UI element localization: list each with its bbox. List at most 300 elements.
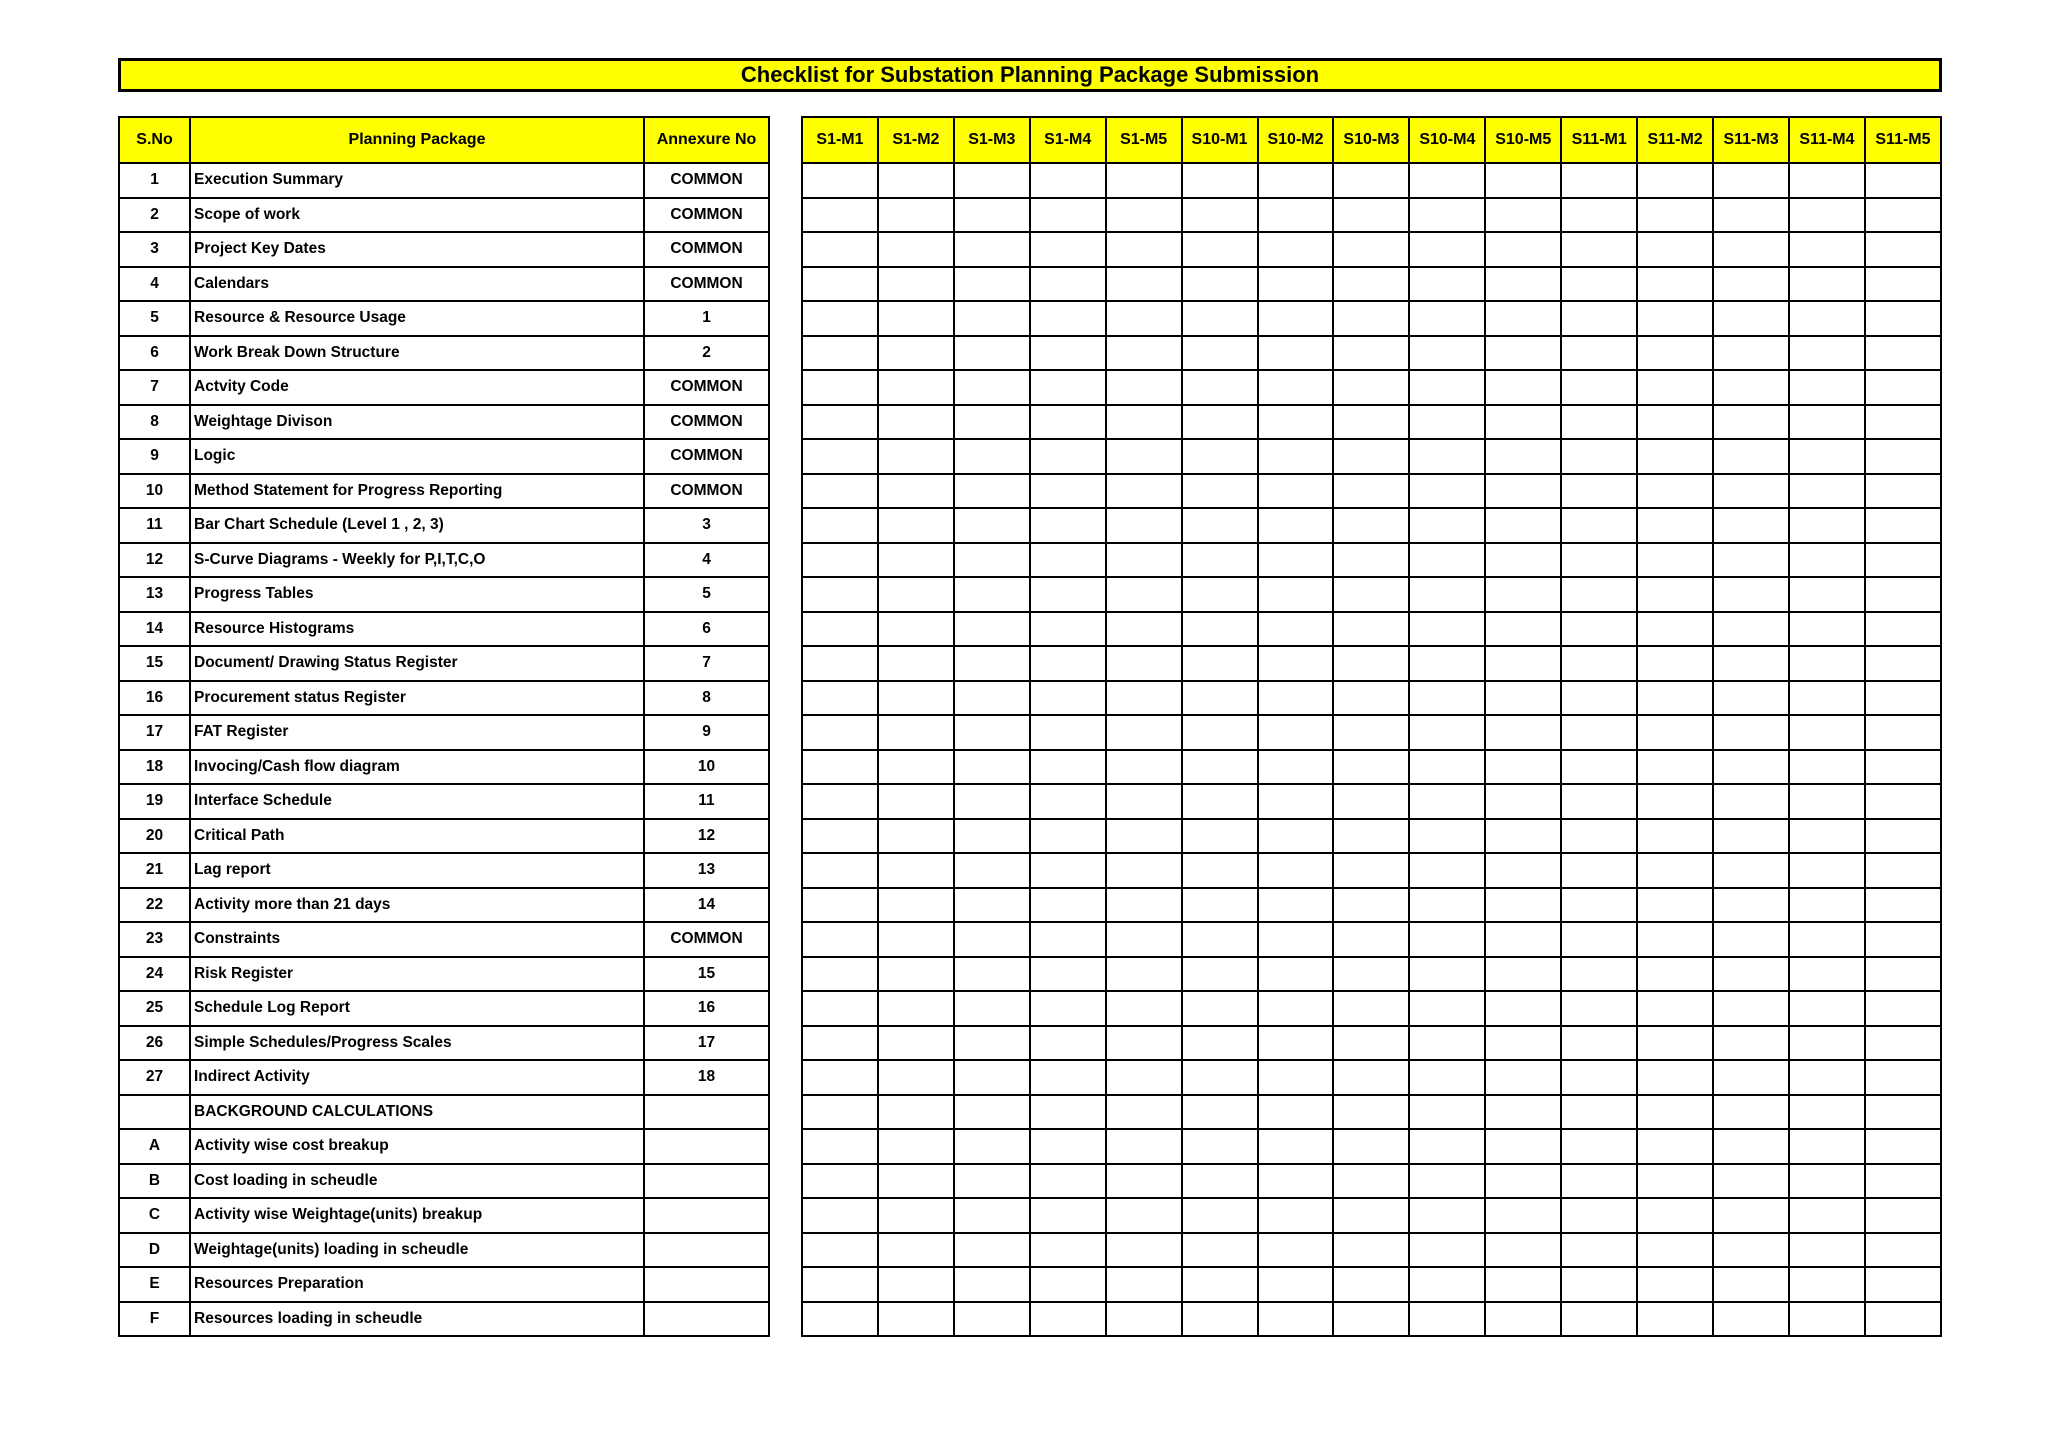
checklist-cell[interactable] bbox=[1030, 957, 1106, 992]
checklist-cell[interactable] bbox=[1182, 784, 1258, 819]
checklist-cell[interactable] bbox=[802, 1164, 878, 1199]
checklist-cell[interactable] bbox=[1561, 577, 1637, 612]
checklist-cell[interactable] bbox=[1258, 1198, 1334, 1233]
checklist-cell[interactable] bbox=[1182, 198, 1258, 233]
checklist-cell[interactable] bbox=[1030, 336, 1106, 371]
checklist-cell[interactable] bbox=[1258, 301, 1334, 336]
checklist-cell[interactable] bbox=[1182, 853, 1258, 888]
checklist-cell[interactable] bbox=[1485, 715, 1561, 750]
checklist-cell[interactable] bbox=[1182, 577, 1258, 612]
checklist-cell[interactable] bbox=[1561, 370, 1637, 405]
checklist-cell[interactable] bbox=[1333, 922, 1409, 957]
checklist-cell[interactable] bbox=[1713, 681, 1789, 716]
checklist-cell[interactable] bbox=[1409, 163, 1485, 198]
checklist-cell[interactable] bbox=[1182, 646, 1258, 681]
checklist-cell[interactable] bbox=[954, 819, 1030, 854]
checklist-cell[interactable] bbox=[1106, 1198, 1182, 1233]
checklist-cell[interactable] bbox=[1258, 336, 1334, 371]
checklist-cell[interactable] bbox=[1182, 163, 1258, 198]
checklist-cell[interactable] bbox=[1182, 508, 1258, 543]
checklist-cell[interactable] bbox=[954, 646, 1030, 681]
checklist-cell[interactable] bbox=[1258, 715, 1334, 750]
checklist-cell[interactable] bbox=[954, 681, 1030, 716]
checklist-cell[interactable] bbox=[1865, 819, 1941, 854]
checklist-cell[interactable] bbox=[1409, 198, 1485, 233]
checklist-cell[interactable] bbox=[1333, 1233, 1409, 1268]
checklist-cell[interactable] bbox=[1637, 474, 1713, 509]
checklist-cell[interactable] bbox=[1106, 543, 1182, 578]
checklist-cell[interactable] bbox=[1789, 267, 1865, 302]
checklist-cell[interactable] bbox=[1865, 991, 1941, 1026]
checklist-cell[interactable] bbox=[1713, 1233, 1789, 1268]
checklist-cell[interactable] bbox=[1485, 1095, 1561, 1130]
checklist-cell[interactable] bbox=[1865, 715, 1941, 750]
checklist-cell[interactable] bbox=[1258, 577, 1334, 612]
checklist-cell[interactable] bbox=[1637, 1026, 1713, 1061]
checklist-cell[interactable] bbox=[1258, 232, 1334, 267]
checklist-cell[interactable] bbox=[1789, 1129, 1865, 1164]
checklist-cell[interactable] bbox=[1030, 1060, 1106, 1095]
checklist-cell[interactable] bbox=[1333, 1198, 1409, 1233]
checklist-cell[interactable] bbox=[1713, 784, 1789, 819]
checklist-cell[interactable] bbox=[1485, 508, 1561, 543]
checklist-cell[interactable] bbox=[802, 267, 878, 302]
checklist-cell[interactable] bbox=[1333, 750, 1409, 785]
checklist-cell[interactable] bbox=[1030, 922, 1106, 957]
checklist-cell[interactable] bbox=[1333, 405, 1409, 440]
checklist-cell[interactable] bbox=[1258, 543, 1334, 578]
checklist-cell[interactable] bbox=[954, 957, 1030, 992]
checklist-cell[interactable] bbox=[1258, 163, 1334, 198]
checklist-cell[interactable] bbox=[802, 543, 878, 578]
checklist-cell[interactable] bbox=[802, 1060, 878, 1095]
checklist-cell[interactable] bbox=[802, 991, 878, 1026]
checklist-cell[interactable] bbox=[1865, 1302, 1941, 1337]
checklist-cell[interactable] bbox=[1182, 819, 1258, 854]
checklist-cell[interactable] bbox=[1409, 715, 1485, 750]
checklist-cell[interactable] bbox=[1409, 957, 1485, 992]
checklist-cell[interactable] bbox=[1182, 1026, 1258, 1061]
checklist-cell[interactable] bbox=[1865, 1267, 1941, 1302]
checklist-cell[interactable] bbox=[878, 784, 954, 819]
checklist-cell[interactable] bbox=[1561, 439, 1637, 474]
checklist-cell[interactable] bbox=[1713, 1198, 1789, 1233]
checklist-cell[interactable] bbox=[802, 163, 878, 198]
checklist-cell[interactable] bbox=[802, 405, 878, 440]
checklist-cell[interactable] bbox=[1182, 543, 1258, 578]
checklist-cell[interactable] bbox=[1713, 750, 1789, 785]
checklist-cell[interactable] bbox=[1789, 1164, 1865, 1199]
checklist-cell[interactable] bbox=[954, 577, 1030, 612]
checklist-cell[interactable] bbox=[1713, 922, 1789, 957]
checklist-cell[interactable] bbox=[1409, 301, 1485, 336]
checklist-cell[interactable] bbox=[1789, 1302, 1865, 1337]
checklist-cell[interactable] bbox=[1485, 232, 1561, 267]
checklist-cell[interactable] bbox=[1485, 1233, 1561, 1268]
checklist-cell[interactable] bbox=[1637, 612, 1713, 647]
checklist-cell[interactable] bbox=[1258, 508, 1334, 543]
checklist-cell[interactable] bbox=[954, 232, 1030, 267]
checklist-cell[interactable] bbox=[1637, 1060, 1713, 1095]
checklist-cell[interactable] bbox=[802, 888, 878, 923]
checklist-cell[interactable] bbox=[1789, 1233, 1865, 1268]
checklist-cell[interactable] bbox=[954, 1164, 1030, 1199]
checklist-cell[interactable] bbox=[1561, 612, 1637, 647]
checklist-cell[interactable] bbox=[1182, 922, 1258, 957]
checklist-cell[interactable] bbox=[802, 957, 878, 992]
checklist-cell[interactable] bbox=[1258, 957, 1334, 992]
checklist-cell[interactable] bbox=[802, 508, 878, 543]
checklist-cell[interactable] bbox=[1789, 715, 1865, 750]
checklist-cell[interactable] bbox=[1030, 1302, 1106, 1337]
checklist-cell[interactable] bbox=[1182, 439, 1258, 474]
checklist-cell[interactable] bbox=[1106, 888, 1182, 923]
checklist-cell[interactable] bbox=[1713, 267, 1789, 302]
checklist-cell[interactable] bbox=[1713, 853, 1789, 888]
checklist-cell[interactable] bbox=[1485, 922, 1561, 957]
checklist-cell[interactable] bbox=[954, 784, 1030, 819]
checklist-cell[interactable] bbox=[1561, 1095, 1637, 1130]
checklist-cell[interactable] bbox=[1485, 543, 1561, 578]
checklist-cell[interactable] bbox=[1561, 715, 1637, 750]
checklist-cell[interactable] bbox=[954, 301, 1030, 336]
checklist-cell[interactable] bbox=[954, 1233, 1030, 1268]
checklist-cell[interactable] bbox=[1258, 1060, 1334, 1095]
checklist-cell[interactable] bbox=[1789, 1198, 1865, 1233]
checklist-cell[interactable] bbox=[1258, 646, 1334, 681]
checklist-cell[interactable] bbox=[1561, 1233, 1637, 1268]
checklist-cell[interactable] bbox=[1789, 370, 1865, 405]
checklist-cell[interactable] bbox=[1637, 1164, 1713, 1199]
checklist-cell[interactable] bbox=[1485, 646, 1561, 681]
checklist-cell[interactable] bbox=[878, 1060, 954, 1095]
checklist-cell[interactable] bbox=[1333, 612, 1409, 647]
checklist-cell[interactable] bbox=[954, 853, 1030, 888]
checklist-cell[interactable] bbox=[1333, 267, 1409, 302]
checklist-cell[interactable] bbox=[1865, 1164, 1941, 1199]
checklist-cell[interactable] bbox=[1409, 508, 1485, 543]
checklist-cell[interactable] bbox=[1030, 991, 1106, 1026]
checklist-cell[interactable] bbox=[1789, 543, 1865, 578]
checklist-cell[interactable] bbox=[1030, 232, 1106, 267]
checklist-cell[interactable] bbox=[1485, 336, 1561, 371]
checklist-cell[interactable] bbox=[1713, 1095, 1789, 1130]
checklist-cell[interactable] bbox=[1333, 1095, 1409, 1130]
checklist-cell[interactable] bbox=[802, 681, 878, 716]
checklist-cell[interactable] bbox=[1561, 819, 1637, 854]
checklist-cell[interactable] bbox=[1030, 750, 1106, 785]
checklist-cell[interactable] bbox=[1106, 957, 1182, 992]
checklist-cell[interactable] bbox=[1182, 991, 1258, 1026]
checklist-cell[interactable] bbox=[1409, 1095, 1485, 1130]
checklist-cell[interactable] bbox=[1485, 991, 1561, 1026]
checklist-cell[interactable] bbox=[1106, 370, 1182, 405]
checklist-cell[interactable] bbox=[1561, 198, 1637, 233]
checklist-cell[interactable] bbox=[1106, 439, 1182, 474]
checklist-cell[interactable] bbox=[1637, 198, 1713, 233]
checklist-cell[interactable] bbox=[1258, 1164, 1334, 1199]
checklist-cell[interactable] bbox=[1789, 819, 1865, 854]
checklist-cell[interactable] bbox=[1713, 957, 1789, 992]
checklist-cell[interactable] bbox=[1789, 991, 1865, 1026]
checklist-cell[interactable] bbox=[954, 508, 1030, 543]
checklist-cell[interactable] bbox=[1258, 405, 1334, 440]
checklist-cell[interactable] bbox=[1637, 1129, 1713, 1164]
checklist-cell[interactable] bbox=[954, 370, 1030, 405]
checklist-cell[interactable] bbox=[1789, 612, 1865, 647]
checklist-cell[interactable] bbox=[1713, 163, 1789, 198]
checklist-cell[interactable] bbox=[802, 646, 878, 681]
checklist-cell[interactable] bbox=[1030, 612, 1106, 647]
checklist-cell[interactable] bbox=[1865, 163, 1941, 198]
checklist-cell[interactable] bbox=[878, 853, 954, 888]
checklist-cell[interactable] bbox=[1030, 1129, 1106, 1164]
checklist-cell[interactable] bbox=[954, 888, 1030, 923]
checklist-cell[interactable] bbox=[1561, 474, 1637, 509]
checklist-cell[interactable] bbox=[1485, 612, 1561, 647]
checklist-cell[interactable] bbox=[1789, 681, 1865, 716]
checklist-cell[interactable] bbox=[1561, 508, 1637, 543]
checklist-cell[interactable] bbox=[1713, 1164, 1789, 1199]
checklist-cell[interactable] bbox=[1637, 267, 1713, 302]
checklist-cell[interactable] bbox=[802, 370, 878, 405]
checklist-cell[interactable] bbox=[878, 370, 954, 405]
checklist-cell[interactable] bbox=[954, 750, 1030, 785]
checklist-cell[interactable] bbox=[954, 543, 1030, 578]
checklist-cell[interactable] bbox=[1561, 405, 1637, 440]
checklist-cell[interactable] bbox=[1561, 267, 1637, 302]
checklist-cell[interactable] bbox=[1409, 267, 1485, 302]
checklist-cell[interactable] bbox=[1182, 750, 1258, 785]
checklist-cell[interactable] bbox=[1106, 1129, 1182, 1164]
checklist-cell[interactable] bbox=[1409, 336, 1485, 371]
checklist-cell[interactable] bbox=[1865, 1060, 1941, 1095]
checklist-cell[interactable] bbox=[1182, 1095, 1258, 1130]
checklist-cell[interactable] bbox=[954, 1060, 1030, 1095]
checklist-cell[interactable] bbox=[1789, 198, 1865, 233]
checklist-cell[interactable] bbox=[1030, 508, 1106, 543]
checklist-cell[interactable] bbox=[1030, 267, 1106, 302]
checklist-cell[interactable] bbox=[1485, 1302, 1561, 1337]
checklist-cell[interactable] bbox=[1409, 577, 1485, 612]
checklist-cell[interactable] bbox=[1030, 198, 1106, 233]
checklist-cell[interactable] bbox=[1865, 1233, 1941, 1268]
checklist-cell[interactable] bbox=[1713, 819, 1789, 854]
checklist-cell[interactable] bbox=[1865, 750, 1941, 785]
checklist-cell[interactable] bbox=[1485, 819, 1561, 854]
checklist-cell[interactable] bbox=[1789, 232, 1865, 267]
checklist-cell[interactable] bbox=[1409, 1129, 1485, 1164]
checklist-cell[interactable] bbox=[1789, 750, 1865, 785]
checklist-cell[interactable] bbox=[878, 336, 954, 371]
checklist-cell[interactable] bbox=[1258, 750, 1334, 785]
checklist-cell[interactable] bbox=[1106, 405, 1182, 440]
checklist-cell[interactable] bbox=[878, 991, 954, 1026]
checklist-cell[interactable] bbox=[1258, 1233, 1334, 1268]
checklist-cell[interactable] bbox=[1713, 1060, 1789, 1095]
checklist-cell[interactable] bbox=[878, 957, 954, 992]
checklist-cell[interactable] bbox=[1637, 336, 1713, 371]
checklist-cell[interactable] bbox=[1182, 681, 1258, 716]
checklist-cell[interactable] bbox=[1409, 1198, 1485, 1233]
checklist-cell[interactable] bbox=[954, 715, 1030, 750]
checklist-cell[interactable] bbox=[1258, 370, 1334, 405]
checklist-cell[interactable] bbox=[1561, 1164, 1637, 1199]
checklist-cell[interactable] bbox=[1030, 439, 1106, 474]
checklist-cell[interactable] bbox=[1865, 336, 1941, 371]
checklist-cell[interactable] bbox=[1030, 301, 1106, 336]
checklist-cell[interactable] bbox=[1637, 405, 1713, 440]
checklist-cell[interactable] bbox=[1333, 819, 1409, 854]
checklist-cell[interactable] bbox=[1865, 853, 1941, 888]
checklist-cell[interactable] bbox=[802, 232, 878, 267]
checklist-cell[interactable] bbox=[878, 1026, 954, 1061]
checklist-cell[interactable] bbox=[1637, 922, 1713, 957]
checklist-cell[interactable] bbox=[1865, 784, 1941, 819]
checklist-cell[interactable] bbox=[1865, 681, 1941, 716]
checklist-cell[interactable] bbox=[1637, 819, 1713, 854]
checklist-cell[interactable] bbox=[1030, 577, 1106, 612]
checklist-cell[interactable] bbox=[1713, 301, 1789, 336]
checklist-cell[interactable] bbox=[1561, 1267, 1637, 1302]
checklist-cell[interactable] bbox=[1106, 336, 1182, 371]
checklist-cell[interactable] bbox=[1713, 474, 1789, 509]
checklist-cell[interactable] bbox=[1485, 1164, 1561, 1199]
checklist-cell[interactable] bbox=[1561, 336, 1637, 371]
checklist-cell[interactable] bbox=[1485, 1129, 1561, 1164]
checklist-cell[interactable] bbox=[1409, 888, 1485, 923]
checklist-cell[interactable] bbox=[1258, 474, 1334, 509]
checklist-cell[interactable] bbox=[1713, 232, 1789, 267]
checklist-cell[interactable] bbox=[1182, 232, 1258, 267]
checklist-cell[interactable] bbox=[1409, 543, 1485, 578]
checklist-cell[interactable] bbox=[1182, 267, 1258, 302]
checklist-cell[interactable] bbox=[1106, 577, 1182, 612]
checklist-cell[interactable] bbox=[1865, 957, 1941, 992]
checklist-cell[interactable] bbox=[1713, 888, 1789, 923]
checklist-cell[interactable] bbox=[954, 198, 1030, 233]
checklist-cell[interactable] bbox=[1561, 646, 1637, 681]
checklist-cell[interactable] bbox=[1485, 784, 1561, 819]
checklist-cell[interactable] bbox=[1485, 267, 1561, 302]
checklist-cell[interactable] bbox=[1865, 405, 1941, 440]
checklist-cell[interactable] bbox=[1409, 370, 1485, 405]
checklist-cell[interactable] bbox=[878, 439, 954, 474]
checklist-cell[interactable] bbox=[1713, 577, 1789, 612]
checklist-cell[interactable] bbox=[1030, 474, 1106, 509]
checklist-cell[interactable] bbox=[1106, 474, 1182, 509]
checklist-cell[interactable] bbox=[1713, 1302, 1789, 1337]
checklist-cell[interactable] bbox=[1485, 198, 1561, 233]
checklist-cell[interactable] bbox=[1561, 922, 1637, 957]
checklist-cell[interactable] bbox=[954, 1026, 1030, 1061]
checklist-cell[interactable] bbox=[1637, 232, 1713, 267]
checklist-cell[interactable] bbox=[1182, 370, 1258, 405]
checklist-cell[interactable] bbox=[878, 888, 954, 923]
checklist-cell[interactable] bbox=[802, 784, 878, 819]
checklist-cell[interactable] bbox=[878, 1267, 954, 1302]
checklist-cell[interactable] bbox=[954, 1129, 1030, 1164]
checklist-cell[interactable] bbox=[1561, 1198, 1637, 1233]
checklist-cell[interactable] bbox=[1409, 1164, 1485, 1199]
checklist-cell[interactable] bbox=[1182, 612, 1258, 647]
checklist-cell[interactable] bbox=[878, 681, 954, 716]
checklist-cell[interactable] bbox=[1637, 646, 1713, 681]
checklist-cell[interactable] bbox=[1865, 543, 1941, 578]
checklist-cell[interactable] bbox=[1106, 1164, 1182, 1199]
checklist-cell[interactable] bbox=[1106, 267, 1182, 302]
checklist-cell[interactable] bbox=[1561, 681, 1637, 716]
checklist-cell[interactable] bbox=[954, 474, 1030, 509]
checklist-cell[interactable] bbox=[1030, 819, 1106, 854]
checklist-cell[interactable] bbox=[1333, 1302, 1409, 1337]
checklist-cell[interactable] bbox=[1637, 163, 1713, 198]
checklist-cell[interactable] bbox=[1182, 1129, 1258, 1164]
checklist-cell[interactable] bbox=[1409, 1233, 1485, 1268]
checklist-cell[interactable] bbox=[1789, 853, 1865, 888]
checklist-cell[interactable] bbox=[1333, 1129, 1409, 1164]
checklist-cell[interactable] bbox=[1106, 198, 1182, 233]
checklist-cell[interactable] bbox=[1106, 232, 1182, 267]
checklist-cell[interactable] bbox=[1258, 612, 1334, 647]
checklist-cell[interactable] bbox=[1106, 1026, 1182, 1061]
checklist-cell[interactable] bbox=[1333, 888, 1409, 923]
checklist-cell[interactable] bbox=[802, 439, 878, 474]
checklist-cell[interactable] bbox=[1561, 750, 1637, 785]
checklist-cell[interactable] bbox=[1789, 301, 1865, 336]
checklist-cell[interactable] bbox=[1713, 543, 1789, 578]
checklist-cell[interactable] bbox=[1182, 1233, 1258, 1268]
checklist-cell[interactable] bbox=[1333, 232, 1409, 267]
checklist-cell[interactable] bbox=[802, 336, 878, 371]
checklist-cell[interactable] bbox=[1789, 888, 1865, 923]
checklist-cell[interactable] bbox=[954, 991, 1030, 1026]
checklist-cell[interactable] bbox=[1637, 1302, 1713, 1337]
checklist-cell[interactable] bbox=[1409, 784, 1485, 819]
checklist-cell[interactable] bbox=[1637, 439, 1713, 474]
checklist-cell[interactable] bbox=[1561, 888, 1637, 923]
checklist-cell[interactable] bbox=[1409, 1060, 1485, 1095]
checklist-cell[interactable] bbox=[1106, 853, 1182, 888]
checklist-cell[interactable] bbox=[1030, 163, 1106, 198]
checklist-cell[interactable] bbox=[1333, 1267, 1409, 1302]
checklist-cell[interactable] bbox=[1789, 646, 1865, 681]
checklist-cell[interactable] bbox=[1182, 1198, 1258, 1233]
checklist-cell[interactable] bbox=[1030, 853, 1106, 888]
checklist-cell[interactable] bbox=[1637, 508, 1713, 543]
checklist-cell[interactable] bbox=[1258, 888, 1334, 923]
checklist-cell[interactable] bbox=[1333, 784, 1409, 819]
checklist-cell[interactable] bbox=[1258, 1302, 1334, 1337]
checklist-cell[interactable] bbox=[1333, 439, 1409, 474]
checklist-cell[interactable] bbox=[878, 715, 954, 750]
checklist-cell[interactable] bbox=[1865, 612, 1941, 647]
checklist-cell[interactable] bbox=[1485, 163, 1561, 198]
checklist-cell[interactable] bbox=[1485, 370, 1561, 405]
checklist-cell[interactable] bbox=[1409, 232, 1485, 267]
checklist-cell[interactable] bbox=[1333, 1026, 1409, 1061]
checklist-cell[interactable] bbox=[1333, 1164, 1409, 1199]
checklist-cell[interactable] bbox=[1485, 1198, 1561, 1233]
checklist-cell[interactable] bbox=[1030, 681, 1106, 716]
checklist-cell[interactable] bbox=[1713, 1267, 1789, 1302]
checklist-cell[interactable] bbox=[954, 1198, 1030, 1233]
checklist-cell[interactable] bbox=[1865, 508, 1941, 543]
checklist-cell[interactable] bbox=[1637, 1233, 1713, 1268]
checklist-cell[interactable] bbox=[1333, 991, 1409, 1026]
checklist-cell[interactable] bbox=[1258, 784, 1334, 819]
checklist-cell[interactable] bbox=[1106, 819, 1182, 854]
